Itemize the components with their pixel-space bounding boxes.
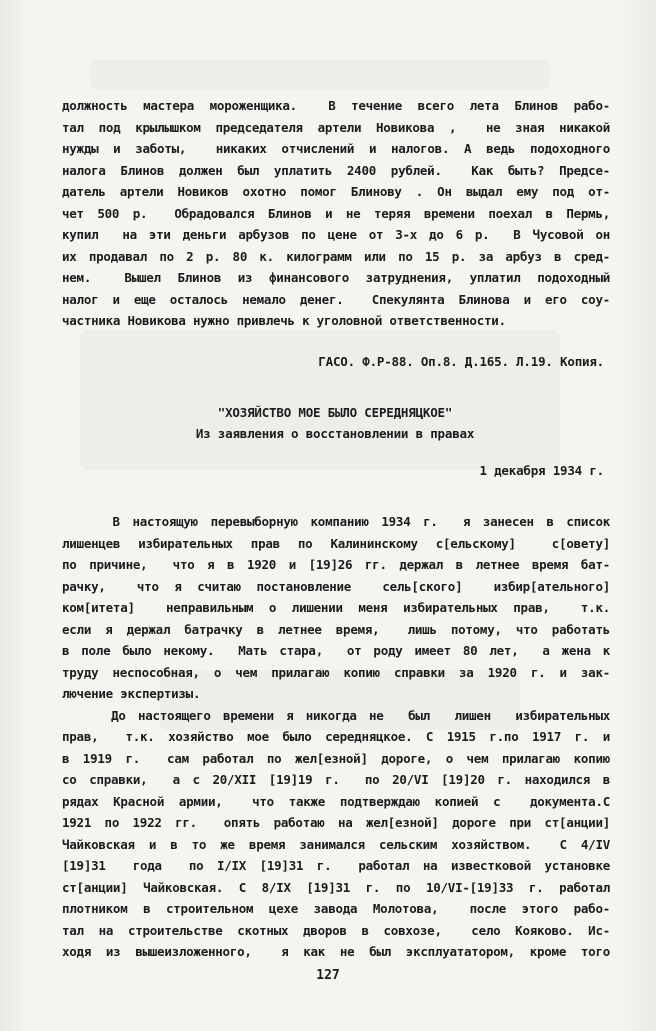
document-date: 1 декабря 1934 г. xyxy=(479,463,604,478)
text-line: должность мастера мороженщика. В течение всего лета Блинов рабо- xyxy=(62,98,610,113)
text-line: лишенцев избирательных прав по Калининскому с[ельскому] с[овету] xyxy=(62,535,610,551)
text-line: налог и еще осталось немало денег. Спекулянта Блинова и его соу- xyxy=(62,291,610,307)
text-line: ходя из вышеизложенного, я как не был эксплуататором, кроме того xyxy=(62,944,610,959)
top-paragraph xyxy=(62,95,610,332)
text-line: тал под крылышком председателя артели Новикова , не зная никакой xyxy=(62,119,610,135)
document-heading: "ХОЗЯЙСТВО МОЕ БЫЛО СЕРЕДНЯЦКОЕ" xyxy=(217,405,453,420)
document-subheading: Из заявления о восстановлении в правах xyxy=(195,426,475,441)
text-line: со справки, а с 20/XII [19]19 г. по 20/VI [19]20 г. находился в xyxy=(62,772,610,787)
text-line: плотником в строительном цехе завода Молотова, после этого рабо- xyxy=(62,901,610,916)
text-line: нем. Вышел Блинов из финансового затруднения, уплатил подоходный xyxy=(62,270,610,285)
text-line: прав, т.к. хозяйство мое было середняцкое. С 1915 г.по 1917 г. и xyxy=(62,729,610,744)
text-line: если я держал батрачку в летнее время, лишь потому, что работать xyxy=(62,621,610,637)
text-line: чет 500 р. Обрадовался Блинов и не теряя времени поехал в Пермь, xyxy=(62,205,610,221)
text-line: лючение экспертизы. xyxy=(62,686,201,701)
bleed-through-shadow xyxy=(90,60,550,90)
text-line: налога Блинов должен был уплатить 2400 рублей. Как быть? Предсе- xyxy=(62,162,610,178)
text-line: их продавал по 2 р. 80 к. килограмм или по 15 р. за арбуз в сред- xyxy=(62,248,610,264)
main-paragraph xyxy=(62,511,610,963)
text-line: До настоящего времени я никогда не был лишен избирательных xyxy=(62,707,610,723)
text-line: рядах Красной армии, что также подтверждаю копией с документа.С xyxy=(62,793,610,809)
text-line: В настоящую перевыборную компанию 1934 г. я занесен в список xyxy=(62,514,610,529)
text-line: 1921 по 1922 гг. опять работаю на жел[езной] дороге при ст[анции] xyxy=(62,815,610,830)
text-line: датель артели Новиков охотно помог Блинову . Он выдал ему под от- xyxy=(62,184,610,199)
text-line: частника Новикова нужно привлечь к уголовной ответственности. xyxy=(62,313,506,328)
text-line: нужды и заботы, никаких отчислений и налогов. А ведь подоходного xyxy=(62,141,610,156)
text-line: труду неспособная, о чем прилагаю копию справки за 1920 г. и зак- xyxy=(62,664,610,680)
page-number: 127 xyxy=(316,968,340,983)
text-line: в поле было некому. Мать стара, от роду имеет 80 лет, а жена к xyxy=(62,643,610,658)
text-line: ст[анции] Чайковская. С 8/IX [19]31 г. по 10/VI-[19]33 г. работал xyxy=(62,879,610,895)
archive-reference: ГАСО. Ф.Р-88. Оп.8. Д.165. Л.19. Копия. xyxy=(318,354,604,369)
text-line: купил на эти деньги арбузов по цене от 3-х до 6 р. В Чусовой он xyxy=(62,227,610,242)
text-line: по причине, что я в 1920 и [19]26 гг. держал в летнее время бат- xyxy=(62,557,610,572)
text-line: рачку, что я считаю постановление сель[ского] избир[ательного] xyxy=(62,578,610,594)
text-line: ком[итета] неправильным о лишении меня избирательных прав, т.к. xyxy=(62,600,610,615)
text-line: Чайковская и в то же время занимался сельским хозяйством. С 4/IV xyxy=(62,836,610,852)
bleed-through-shadow xyxy=(80,330,560,470)
text-line: [19]31 года по I/IX [19]31 г. работал на известковой установке xyxy=(62,858,610,873)
text-line: в 1919 г. сам работал по жел[езной] дороге, о чем прилагаю копию xyxy=(62,750,610,766)
text-line: тал на строительстве скотных дворов в совхозе, село Кояково. Ис- xyxy=(62,922,610,938)
document-title xyxy=(120,402,550,444)
